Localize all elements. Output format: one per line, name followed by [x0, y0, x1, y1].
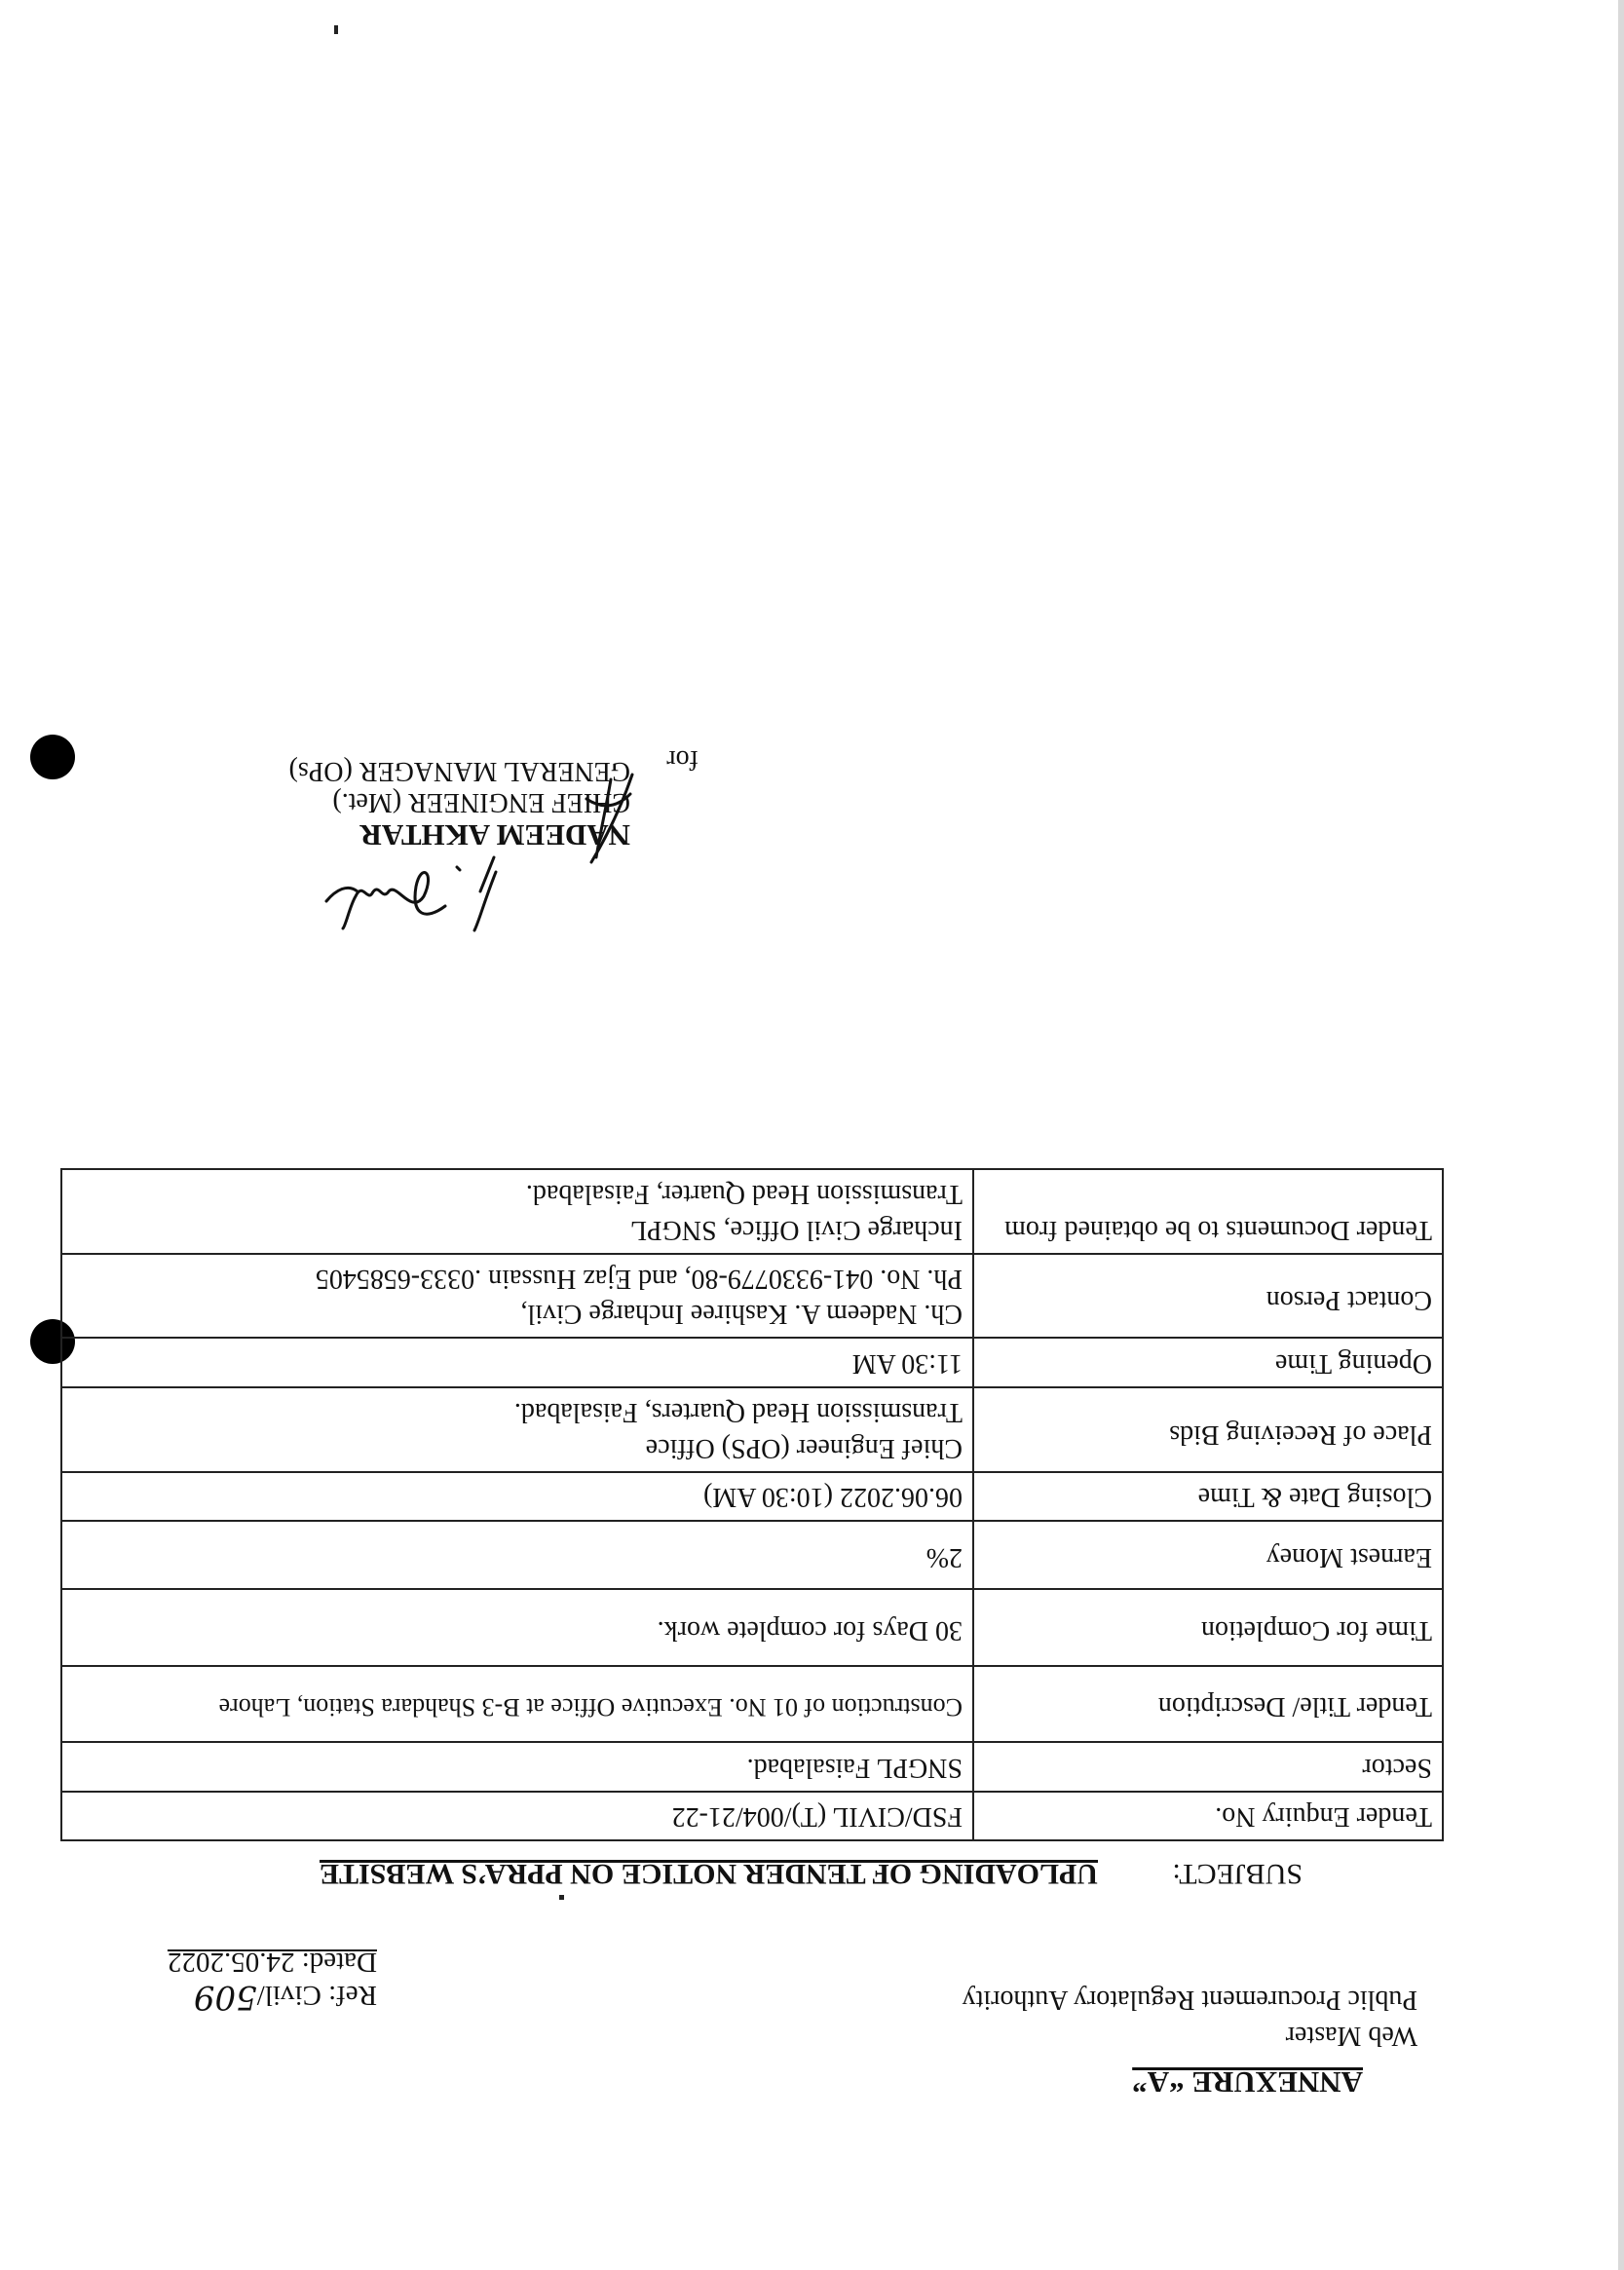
- table-row: [61, 1589, 1443, 1665]
- row-value-line: SNGPL Faisalabad.: [746, 1752, 963, 1783]
- scan-speck: [559, 1895, 564, 1900]
- table-row: [61, 1472, 1443, 1521]
- row-value-line: 06.06.2022 (10:30 AM): [703, 1482, 963, 1513]
- signature-block: [182, 744, 699, 852]
- row-value: [61, 1792, 973, 1840]
- row-label: Tender Enquiry No.: [973, 1792, 1443, 1840]
- row-value: [61, 1742, 973, 1791]
- table-row: [61, 1169, 1443, 1254]
- letter-date: Dated: 24.05.2022: [167, 1947, 377, 1978]
- for-label: for: [666, 744, 699, 775]
- annexure-heading: ANNEXURE “A”: [1132, 2065, 1363, 2100]
- row-label: Earnest Money: [973, 1521, 1443, 1589]
- handwritten-signature: [319, 848, 504, 940]
- row-value: [61, 1589, 973, 1665]
- row-label: Place of Receiving Bids: [973, 1387, 1443, 1472]
- address-line-recipient: Web Master: [1285, 2021, 1417, 2051]
- row-label: Sector: [973, 1742, 1443, 1791]
- row-label: Closing Date & Time: [973, 1472, 1443, 1521]
- scan-edge-shadow: [1618, 0, 1624, 2270]
- row-value-line: Transmission Head Quarters, Faisalabad.: [513, 1397, 963, 1428]
- row-label: Contact Person: [973, 1254, 1443, 1339]
- row-value-line: 2%: [925, 1542, 963, 1573]
- table-row: [61, 1666, 1443, 1742]
- row-value-line: Construction of 01 No. Executive Office at B-3 Shahdara Station, Lahore: [218, 1693, 963, 1722]
- address-line-authority: Public Procurement Regulatory Authority: [962, 1985, 1417, 2015]
- row-value: [61, 1521, 973, 1589]
- table-row: [61, 1338, 1443, 1386]
- row-label: Time for Completion: [973, 1589, 1443, 1665]
- row-value: [61, 1169, 973, 1254]
- table-row: [61, 1742, 1443, 1791]
- subject-label: SUBJECT:: [1172, 1858, 1303, 1890]
- reference-number: [194, 1978, 377, 2017]
- scan-speck: [334, 25, 338, 34]
- signer-name: NADEEM AKHTAR: [359, 818, 630, 852]
- row-label: Opening Time: [973, 1338, 1443, 1386]
- row-value: [61, 1666, 973, 1742]
- table-row: [61, 1792, 1443, 1840]
- row-value-line: 30 Days for complete work.: [657, 1614, 963, 1646]
- row-value: [61, 1254, 973, 1339]
- row-value: [61, 1338, 973, 1386]
- on-behalf-of: GENERAL MANAGER (OPs): [288, 756, 630, 786]
- row-value-line: Chief Engineer (OPS) Office: [645, 1432, 963, 1463]
- table-row: [61, 1521, 1443, 1589]
- reference-handwritten-number: 509: [193, 1978, 257, 2017]
- table-row: [61, 1254, 1443, 1339]
- row-value: [61, 1387, 973, 1472]
- row-value-line: Transmission Head Quarter, Faisalabad.: [525, 1179, 963, 1210]
- reference-label: Ref: Civil/: [256, 1980, 377, 2011]
- punch-hole-bottom: [30, 735, 75, 779]
- row-value-line: Ph. No. 041-9330779-80, and Ejaz Hussain .0333-6585405: [315, 1264, 963, 1295]
- subject-text: UPLOADING OF TENDER NOTICE ON PPRA’S WEBSITE: [319, 1858, 1098, 1890]
- row-label: Tender Title/ Description: [973, 1666, 1443, 1742]
- row-value-line: 11:30 AM: [851, 1347, 963, 1379]
- row-value-line: Ch. Nadeem A. Kashiree Incharge Civil,: [520, 1299, 963, 1330]
- row-value: [61, 1472, 973, 1521]
- table-row: [61, 1387, 1443, 1472]
- row-label: Tender Documents to be obtained from: [973, 1169, 1443, 1254]
- row-value-line: Incharge Civil Office, SNGPL: [629, 1214, 963, 1245]
- tender-details-table: [60, 1168, 1444, 1841]
- signer-title: CHIEF ENGINEER (Met.): [332, 787, 630, 817]
- row-value-line: FSD/CIVIL (T)/004/21-22: [671, 1801, 963, 1832]
